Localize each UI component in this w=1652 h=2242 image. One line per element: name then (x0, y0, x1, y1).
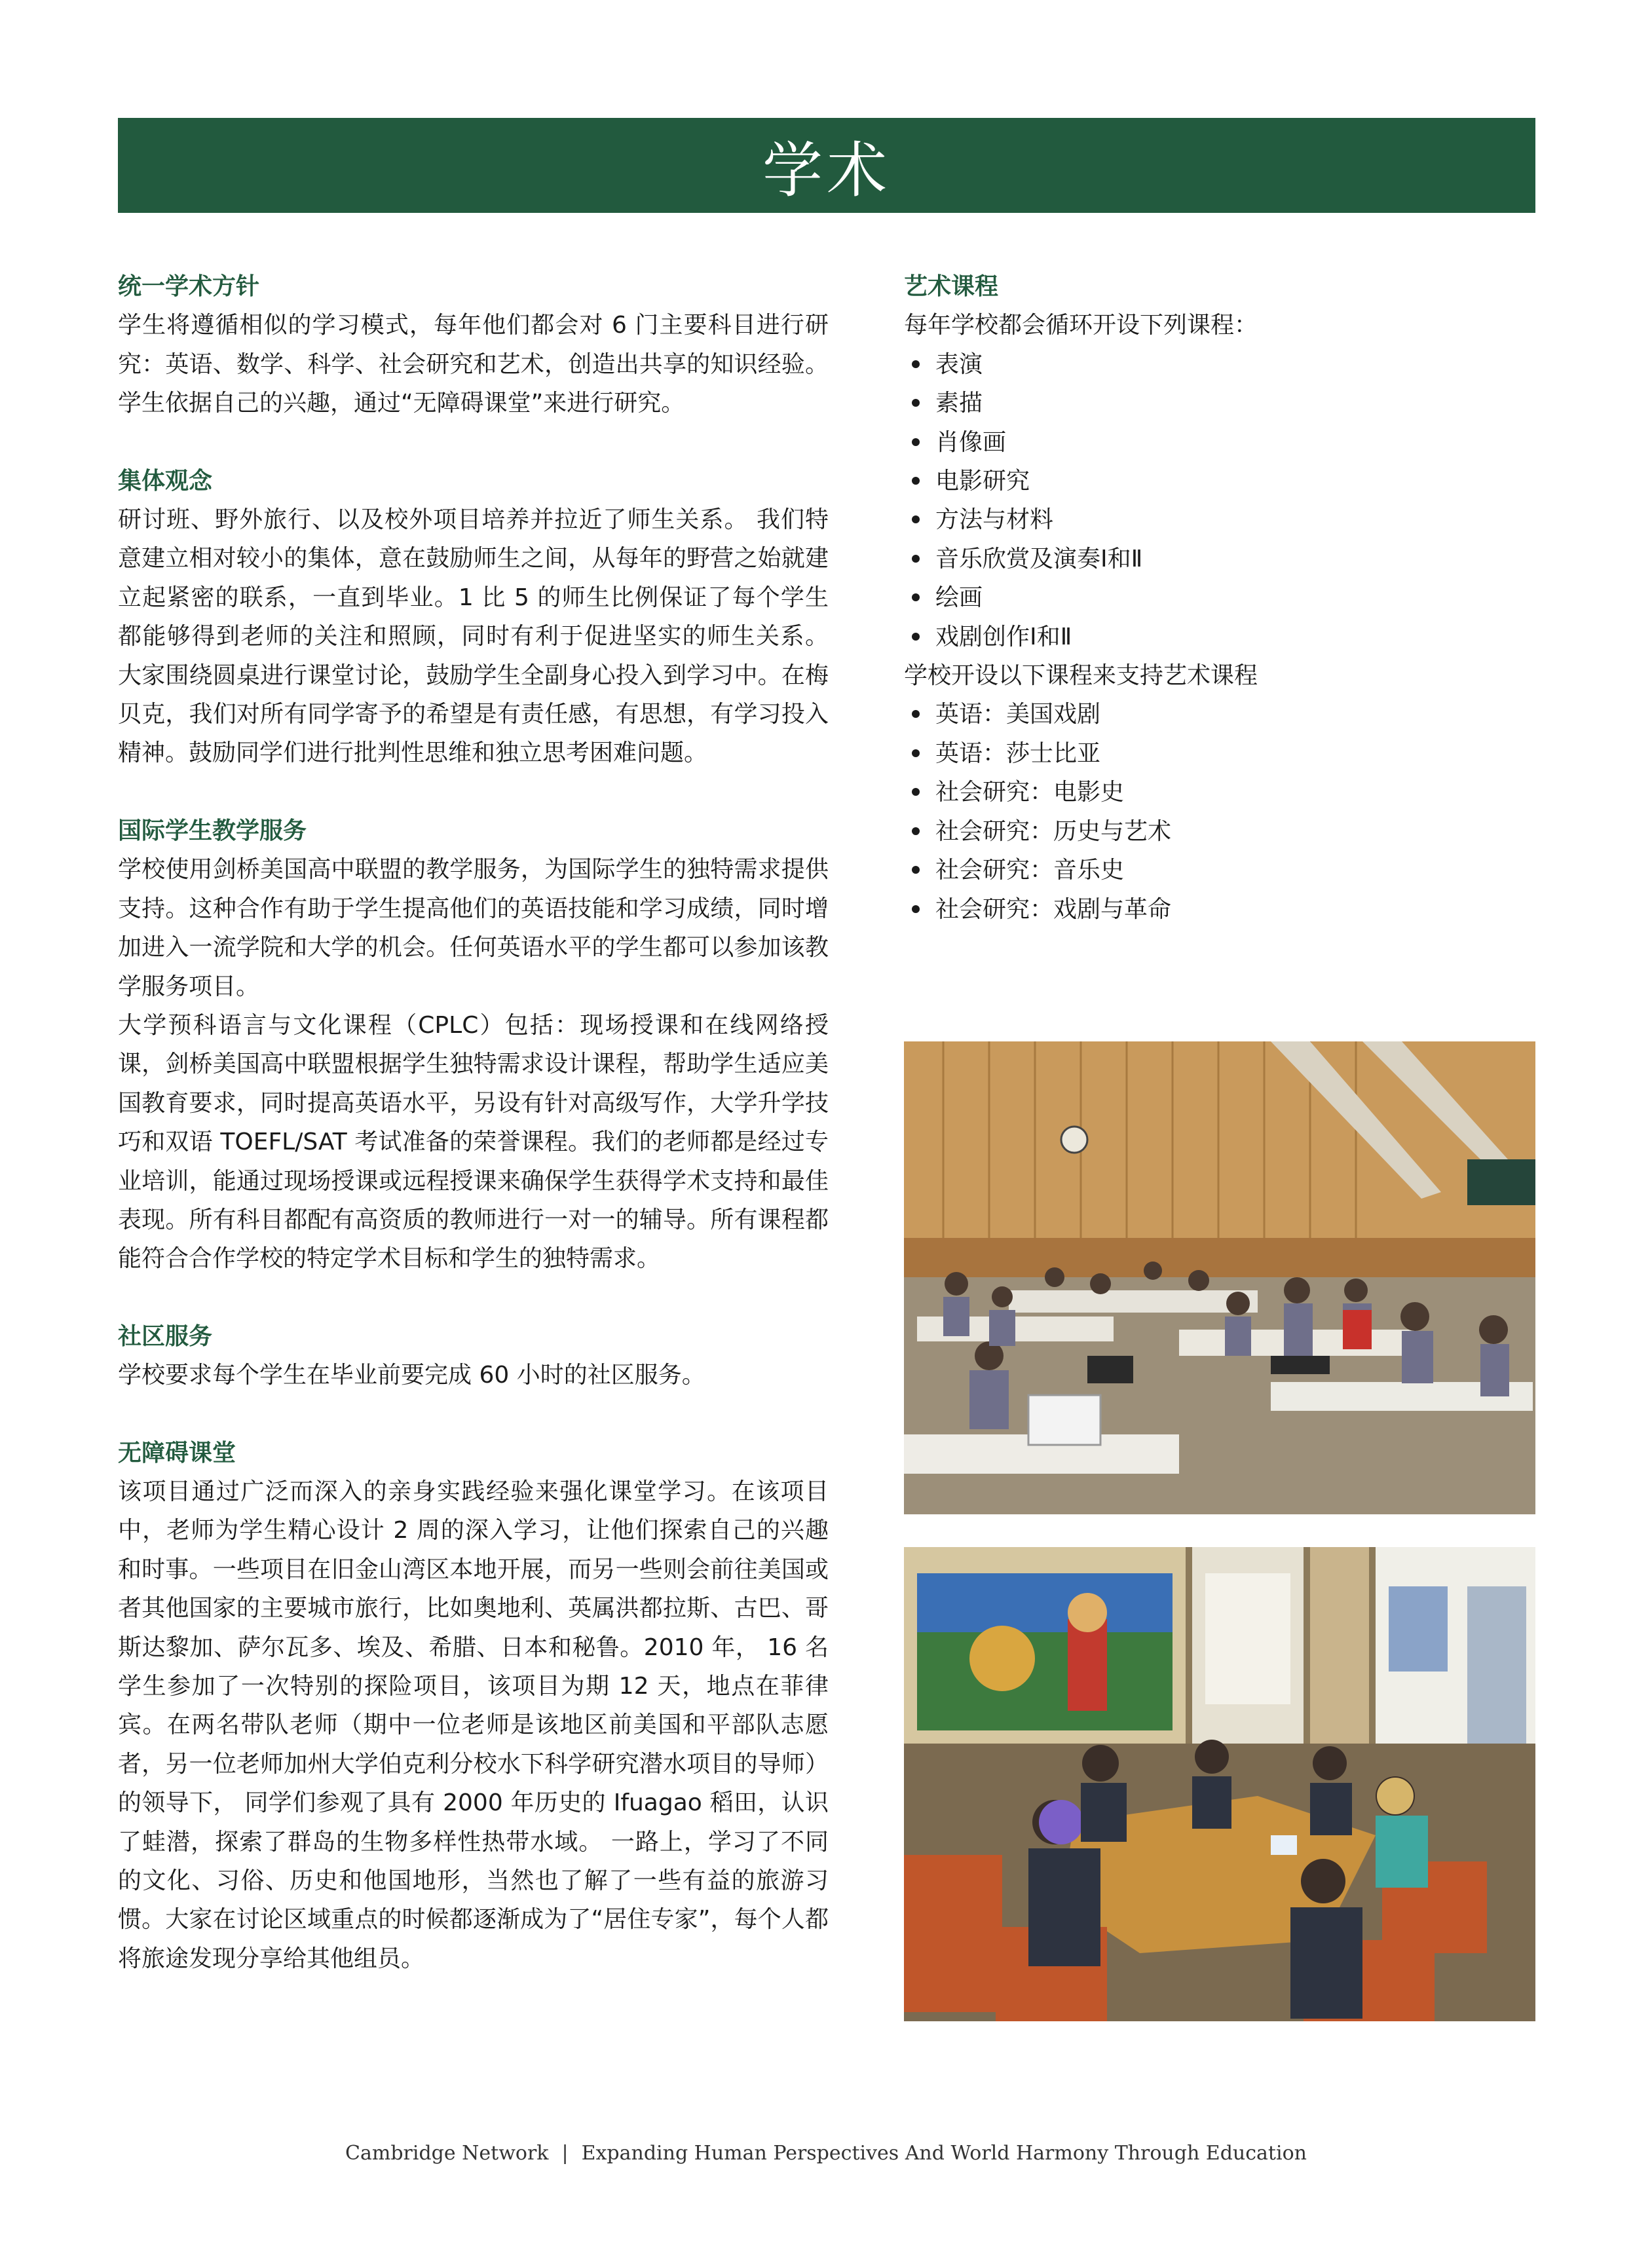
list-item: 社会研究：历史与艺术 (904, 812, 1535, 851)
bullet-icon (912, 555, 920, 563)
bullet-icon (912, 438, 920, 446)
section-heading: 集体观念 (118, 467, 213, 495)
page-title: 学术 (762, 135, 891, 206)
list-item: 社会研究：电影史 (904, 773, 1535, 812)
list-item: 方法与材料 (904, 500, 1535, 539)
section-community-service (118, 1317, 829, 1395)
bullet-icon (912, 633, 920, 641)
classroom-photo (904, 1041, 1535, 1514)
section-international-services (118, 812, 829, 1279)
list-item: 素描 (904, 384, 1535, 422)
section-paragraph: 该项目通过广泛而深入的亲身实践经验来强化课堂学习。在该项目中，老师为学生精心设计 2 周的深入学习，让他们探索自己的兴趣和时事。一些项目在旧金山湾区本地开展，而另一些则会前往美国或者其他国家的主要城市旅行，比如奥地利、英属洪都拉斯、古巴、哥斯达黎加、萨尔瓦多、埃及、希腊、日本和秘鲁。2010 年， 16 名学生参加了一次特别的探险项目，该项目为期 12 天，地点在菲律宾。在两名带队老师（期中一位老师是该地区前美国和平部队志愿者，另一位老师加州大学伯克利分校水下科学研究潜水项目的导师）的领导下， 同学们参观了具有 2000 年历史的 Ifuagao 稻田，认识了蛙潜，探索了群岛的生物多样性热带水域。 一路上，学习了不同的文化、习俗、历史和他国地形，当然也了解了一些有益的旅游习惯。大家在讨论区域重点的时候都逐渐成为了“居住专家”，每个人都将旅途发现分享给其他组员。 (118, 1478, 829, 1972)
section-unified-academics (118, 267, 829, 423)
section-paragraph: 学校使用剑桥美国高中联盟的教学服务，为国际学生的独特需求提供支持。这种合作有助于学生提高他们的英语技能和学习成绩，同时增加进入一流学院和大学的机会。任何英语水平的学生都可以参加该教学服务项目。 (118, 856, 829, 1000)
bullet-icon (912, 360, 920, 368)
support-intro: 学校开设以下课程来支持艺术课程 (904, 662, 1258, 690)
list-item: 英语：莎士比亚 (904, 734, 1535, 773)
arts-course-list (904, 345, 1535, 656)
section-heading: 国际学生教学服务 (118, 817, 307, 844)
bullet-icon (912, 788, 920, 796)
footer-separator: | (561, 2142, 569, 2165)
list-item: 绘画 (904, 578, 1535, 617)
list-item: 社会研究：戏剧与革命 (904, 890, 1535, 929)
bullet-icon (912, 827, 920, 835)
left-column (118, 267, 829, 2017)
page-title-banner (118, 118, 1535, 213)
bullet-icon (912, 515, 920, 523)
right-column (904, 267, 1535, 929)
footer-tagline: Expanding Human Perspectives And World Harmony Through Education (581, 2142, 1307, 2165)
section-paragraph: 大学预科语言与文化课程（CPLC）包括：现场授课和在线网络授课，剑桥美国高中联盟根据学生独特需求设计课程，帮助学生适应美国教育要求，同时提高英语水平，另设有针对高级写作，大学升学技巧和双语 TOEFL/SAT 考试准备的荣誉课程。我们的老师都是经过专业培训，能通过现场授课或远程授课来确保学生获得学术支持和最佳表现。所有科目都配有高资质的教师进行一对一的辅导。所有课程都能符合合作学校的特定学术目标和学生的独特需求。 (118, 1011, 829, 1273)
bullet-icon (912, 477, 920, 485)
section-community (118, 462, 829, 773)
section-heading: 统一学术方针 (118, 273, 260, 300)
bullet-icon (912, 905, 920, 913)
arts-heading: 艺术课程 (904, 273, 999, 300)
support-course-list (904, 695, 1535, 928)
bullet-icon (912, 710, 920, 718)
bullet-icon (912, 866, 920, 874)
bullet-icon (912, 593, 920, 601)
list-item: 英语：美国戏剧 (904, 695, 1535, 734)
page-footer (0, 2142, 1652, 2165)
list-item: 戏剧创作Ⅰ和Ⅱ (904, 618, 1535, 656)
list-item: 表演 (904, 345, 1535, 384)
list-item: 肖像画 (904, 423, 1535, 462)
arts-intro: 每年学校都会循环开设下列课程： (904, 312, 1258, 339)
section-heading: 无障碍课堂 (118, 1439, 236, 1467)
list-item: 电影研究 (904, 462, 1535, 500)
section-heading: 社区服务 (118, 1322, 213, 1350)
footer-org: Cambridge Network (345, 2142, 549, 2165)
list-item: 社会研究：音乐史 (904, 851, 1535, 889)
group-table-photo (904, 1547, 1535, 2021)
section-paragraph: 学生将遵循相似的学习模式，每年他们都会对 6 门主要科目进行研究：英语、数学、科学、社会研究和艺术，创造出共享的知识经验。学生依据自己的兴趣，通过“无障碍课堂”来进行研究。 (118, 312, 829, 417)
bullet-icon (912, 399, 920, 407)
section-paragraph: 学校要求每个学生在毕业前要完成 60 小时的社区服务。 (118, 1362, 705, 1389)
section-open-classroom (118, 1434, 829, 1979)
section-paragraph: 研讨班、野外旅行、以及校外项目培养并拉近了师生关系。 我们特意建立相对较小的集体，意在鼓励师生之间，从每年的野营之始就建立起紧密的联系，一直到毕业。1 比 5 的师生比例保证了每个学生都能够得到老师的关注和照顾，同时有利于促进坚实的师生关系。 大家围绕圆桌进行课堂讨论，鼓励学生全副身心投入到学习中。在梅贝克，我们对所有同学寄予的希望是有责任感，有思想，有学习投入精神。鼓励同学们进行批判性思维和独立思考困难问题。 (118, 506, 829, 767)
bullet-icon (912, 749, 920, 757)
list-item: 音乐欣赏及演奏Ⅰ和Ⅱ (904, 540, 1535, 578)
